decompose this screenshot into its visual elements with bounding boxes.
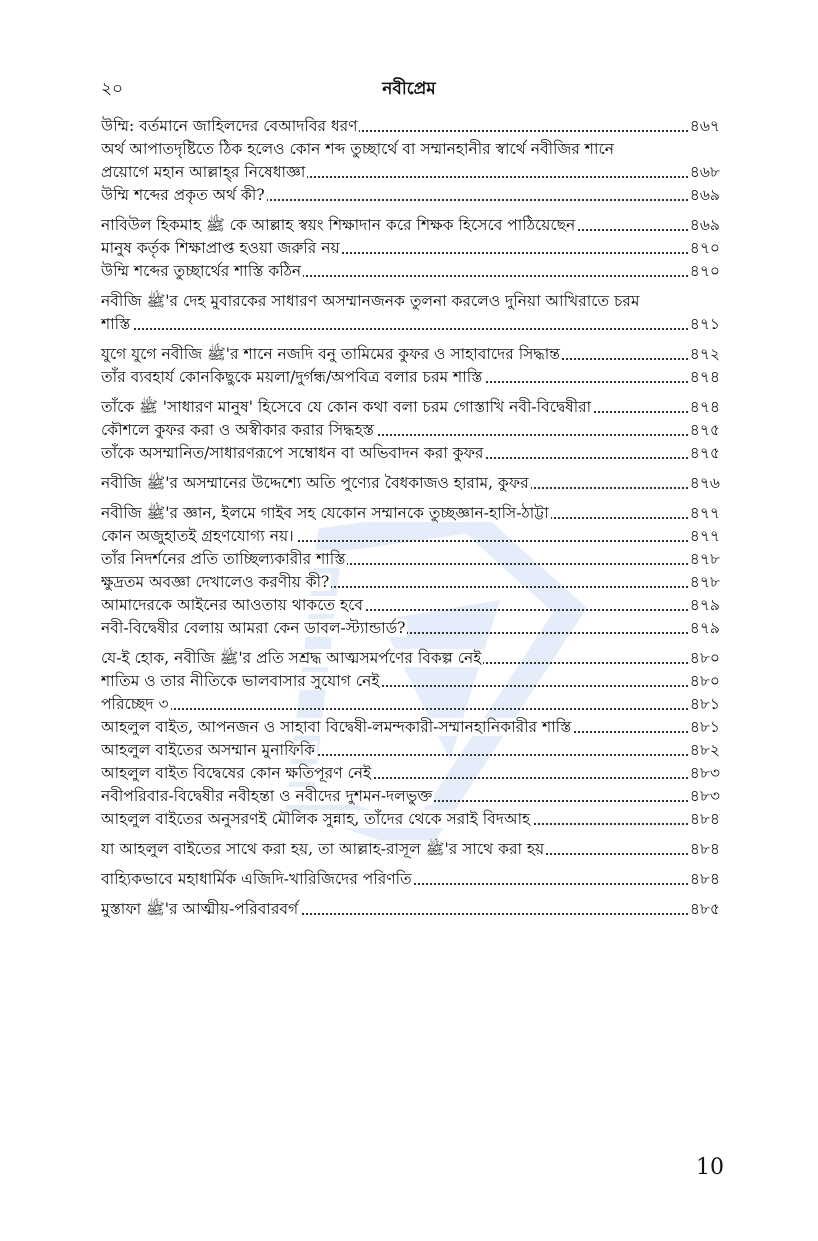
toc-entry-line bbox=[101, 290, 720, 313]
toc-entry[interactable] bbox=[101, 647, 720, 670]
toc-entry-line bbox=[101, 138, 720, 161]
running-title: নবীপ্রেম bbox=[382, 79, 436, 99]
dot-leader bbox=[101, 328, 720, 330]
toc-entry-page: ৪৭৯ bbox=[688, 594, 720, 617]
toc-entry-title: নবীজি ﷺ'র অসম্মানের উদ্দেশ্যে অতি পুণ্যের বৈধকাজও হারাম, কুফর bbox=[101, 474, 529, 492]
toc-entry-title: তাঁর ব্যবহার্য কোনকিছুকে ময়লা/দুর্গন্ধ/অপবিত্র বলার চরম শাস্তি bbox=[101, 368, 483, 386]
toc-entry-title: তাঁকে ﷺ 'সাধারণ মানুষ' হিসেবে যে কোন কথা বলা চরম গোস্তাখি নবী-বিদ্বেষীরা bbox=[101, 398, 592, 416]
toc-entry[interactable] bbox=[101, 396, 720, 419]
header-page-number: ২০ bbox=[101, 79, 124, 99]
toc-entry[interactable] bbox=[101, 762, 720, 785]
toc-entry[interactable] bbox=[101, 808, 720, 831]
toc-entry-title: প্রয়োগে মহান আল্লাহ্‌র নিষেধাজ্ঞা bbox=[101, 163, 306, 181]
toc-entry[interactable] bbox=[101, 670, 720, 693]
toc-entry-title: মুস্তাফা ﷺ'র আত্মীয়-পরিবারবর্গ bbox=[101, 900, 299, 918]
toc-entry-page: ৪৬৯ bbox=[688, 214, 720, 237]
toc-entry-page: ৪৮৩ bbox=[688, 762, 720, 785]
toc-entry-title: তাঁর নিদর্শনের প্রতি তাচ্ছিল্যকারীর শাস্তি bbox=[101, 550, 346, 568]
toc-entry[interactable] bbox=[101, 161, 720, 184]
toc-entry-page: ৪৮০ bbox=[688, 647, 720, 670]
toc-entry[interactable] bbox=[101, 838, 720, 861]
toc-entry-page: ৪৭১ bbox=[688, 313, 720, 336]
toc-entry-page: ৪৭৫ bbox=[688, 442, 720, 465]
toc-entry-title: ক্ষুদ্রতম অবজ্ঞা দেখালেও করণীয় কী? bbox=[101, 573, 330, 591]
dot-leader bbox=[101, 708, 720, 710]
toc-entry-page: ৪৭৮ bbox=[688, 548, 720, 571]
toc-entry-title: যুগে যুগে নবীজি ﷺ'র শানে নজদি বনু তামিমের কুফর ও সাহাবাদের সিদ্ধান্ত bbox=[101, 345, 560, 363]
toc-entry[interactable] bbox=[101, 260, 720, 283]
footer-page-number: 10 bbox=[696, 1155, 724, 1180]
toc-entry-page: ৪৭৫ bbox=[688, 419, 720, 442]
toc-entry-page: ৪৭০ bbox=[688, 237, 720, 260]
toc-entry-title: মানুষ কর্তৃক শিক্ষাপ্রাপ্ত হওয়া জরুরি নয় bbox=[101, 239, 340, 257]
toc-entry-title: কোন অজুহাতই গ্রহণযোগ্য নয়। bbox=[101, 527, 294, 545]
toc-entry-page: ৪৭৭ bbox=[688, 525, 720, 548]
toc-entry-page: ৪৮৩ bbox=[688, 785, 720, 808]
toc-entry[interactable] bbox=[101, 313, 720, 336]
toc-entry-page: ৪৭৪ bbox=[688, 396, 720, 419]
toc-entry-title: নবীজি ﷺ'র দেহ মুবারকের সাধারণ অসম্মানজনক তুলনা করলেও দুনিয়া আখিরাতে চরম bbox=[101, 292, 640, 310]
toc-entry[interactable] bbox=[101, 716, 720, 739]
toc-entry-title: যা আহলুল বাইতের সাথে করা হয়, তা আল্লাহ-রাসূল ﷺ'র সাথে করা হয় bbox=[101, 840, 545, 858]
toc-entry[interactable] bbox=[101, 594, 720, 617]
toc-entry-title: কৌশলে কুফর করা ও অস্বীকার করার সিদ্ধহস্ত bbox=[101, 421, 374, 439]
toc-entry-page: ৪৬৯ bbox=[688, 184, 720, 207]
toc-entry-page: ৪৮১ bbox=[688, 716, 720, 739]
toc-entry-page: ৪৭৭ bbox=[688, 502, 720, 525]
toc-entry[interactable] bbox=[101, 525, 720, 548]
toc-entry-page: ৪৭৪ bbox=[688, 366, 720, 389]
toc-entry[interactable] bbox=[101, 617, 720, 640]
toc-entry-page: ৪৮২ bbox=[688, 739, 720, 762]
toc-entry-title: আহলুল বাইত বিদ্বেষের কোন ক্ষতিপূরণ নেই bbox=[101, 764, 372, 782]
toc-entry[interactable] bbox=[101, 184, 720, 207]
toc-entry-title: তাঁকে অসম্মানিত/সাধারণরূপে সম্বোধন বা অভিবাদন করা কুফর bbox=[101, 444, 484, 462]
toc-entry[interactable] bbox=[101, 419, 720, 442]
toc-entry-page: ৪৭২ bbox=[688, 343, 720, 366]
toc-entry-page: ৪৮৪ bbox=[688, 868, 720, 891]
toc-entry-title: আহলুল বাইতের অনুসরণই মৌলিক সুন্নাহ, তাঁদের থেকে সরাই বিদআহ bbox=[101, 810, 531, 828]
toc-entry-page: ৪৮৪ bbox=[688, 808, 720, 831]
toc-entry[interactable] bbox=[101, 571, 720, 594]
toc-entry[interactable] bbox=[101, 693, 720, 716]
toc-entry-title: অর্থ আপাতদৃষ্টিতে ঠিক হলেও কোন শব্দ তুচ্ছার্থে বা সম্মানহানীর স্বার্থে নবীজির শানে bbox=[101, 140, 614, 158]
toc-entry-title: শাতিম ও তার নীতিকে ভালবাসার সুযোগ নেই bbox=[101, 672, 380, 690]
toc-entry[interactable] bbox=[101, 785, 720, 808]
toc-entry[interactable] bbox=[101, 214, 720, 237]
toc-entry[interactable] bbox=[101, 898, 720, 921]
toc-entry[interactable] bbox=[101, 739, 720, 762]
toc-entry-page: ৪৬৭ bbox=[688, 115, 720, 138]
toc-entry-title: বাহ্যিকভাবে মহাধার্মিক এজিদি-খারিজিদের পরিণতি bbox=[101, 870, 412, 888]
toc-entry-page: ৪৮৫ bbox=[688, 898, 720, 921]
toc-entry-title: নবীপরিবার-বিদ্বেষীর নবীহন্তা ও নবীদের দুশমন-দলভুক্ত bbox=[101, 787, 433, 805]
toc-entry-title: শাস্তি bbox=[101, 315, 131, 333]
toc-entry-title: উম্মি শব্দের তুচ্ছার্থের শাস্তি কঠিন bbox=[101, 262, 302, 280]
toc-entry[interactable] bbox=[101, 502, 720, 525]
toc-entry-page: ৪৮৪ bbox=[688, 838, 720, 861]
toc-entry-page: ৪৬৮ bbox=[688, 161, 720, 184]
toc-entry-title: আমাদেরকে আইনের আওতায় থাকতে হবে bbox=[101, 596, 363, 614]
toc-entry[interactable] bbox=[101, 343, 720, 366]
toc-entry[interactable] bbox=[101, 115, 720, 138]
table-of-contents bbox=[101, 115, 720, 921]
toc-entry-title: আহলুল বাইত, আপনজন ও সাহাবা বিদ্বেষী-লমন্দকারী-সম্মানহানিকারীর শাস্তি bbox=[101, 718, 572, 736]
toc-entry-page: ৪৮১ bbox=[688, 693, 720, 716]
toc-entry-page: ৪৭৯ bbox=[688, 617, 720, 640]
toc-entry-title: নবী-বিদ্বেষীর বেলায় আমরা কেন ডাবল-স্ট্যান্ডার্ড? bbox=[101, 619, 406, 637]
toc-entry-title: উম্মি: বর্তমানে জাহিলদের বেআদবির ধরণ bbox=[101, 117, 358, 135]
toc-entry-page: ৪৭৮ bbox=[688, 571, 720, 594]
toc-entry-page: ৪৭০ bbox=[688, 260, 720, 283]
toc-entry[interactable] bbox=[101, 366, 720, 389]
toc-entry[interactable] bbox=[101, 868, 720, 891]
toc-entry[interactable] bbox=[101, 237, 720, 260]
toc-entry[interactable] bbox=[101, 472, 720, 495]
page-header bbox=[101, 76, 717, 102]
toc-entry-title: নবীজি ﷺ'র জ্ঞান, ইলমে গাইব সহ যেকোন সম্মানকে তুচ্ছজ্ঞান-হাসি-ঠাট্টা bbox=[101, 504, 549, 522]
toc-entry[interactable] bbox=[101, 548, 720, 571]
toc-entry-title: যে-ই হোক, নবীজি ﷺ'র প্রতি সশ্রদ্ধ আত্মসমর্পণের বিকল্প নেই bbox=[101, 649, 482, 667]
toc-entry-title: আহলুল বাইতের অসম্মান মুনাফিকি bbox=[101, 741, 315, 759]
toc-entry[interactable] bbox=[101, 442, 720, 465]
toc-entry-title: নাবিউল হিকমাহ ﷺ কে আল্লাহ স্বয়ং শিক্ষাদান করে শিক্ষক হিসেবে পাঠিয়েছেন bbox=[101, 216, 576, 234]
toc-entry-page: ৪৮০ bbox=[688, 670, 720, 693]
toc-entry-title: উম্মি শব্দের প্রকৃত অর্থ কী? bbox=[101, 186, 265, 204]
toc-entry-page: ৪৭৬ bbox=[688, 472, 720, 495]
toc-entry-title: পরিচ্ছেদ ৩ bbox=[101, 695, 169, 713]
